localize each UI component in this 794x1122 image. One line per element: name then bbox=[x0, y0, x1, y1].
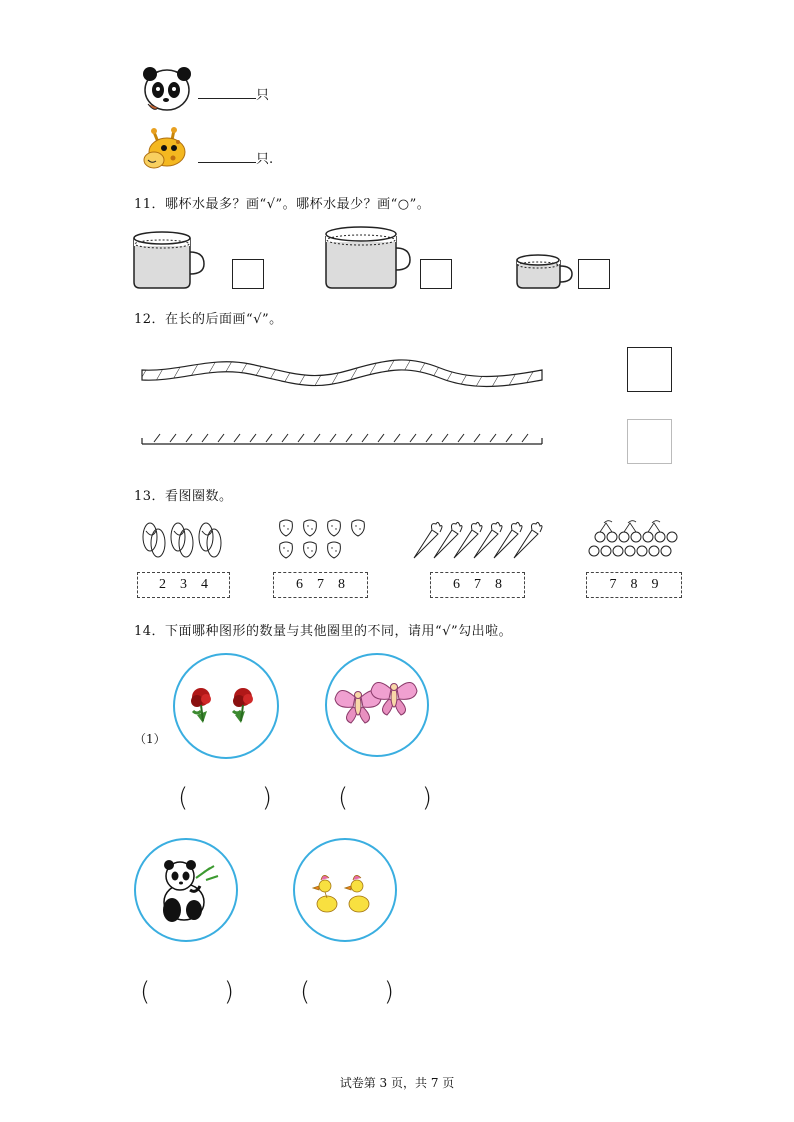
panda-answer-blank[interactable] bbox=[198, 87, 256, 99]
straight-ribbon bbox=[140, 430, 550, 450]
q11-answer-box-3[interactable] bbox=[578, 259, 610, 289]
number-option[interactable]: 8 bbox=[338, 577, 345, 592]
q13-number-box-cherries bbox=[586, 572, 682, 598]
q13-number-box-strawberries bbox=[273, 572, 368, 598]
wavy-ribbon bbox=[140, 352, 550, 392]
q13-title: 13．看图圈数。 bbox=[134, 489, 233, 504]
q11-answer-box-1[interactable] bbox=[232, 259, 264, 289]
number-option[interactable]: 7 bbox=[609, 577, 617, 592]
number-option[interactable]: 7 bbox=[317, 577, 324, 592]
cup-small-icon bbox=[517, 254, 572, 288]
q14-answer-paren-1[interactable]: ( ) bbox=[178, 783, 272, 813]
number-option[interactable]: 6 bbox=[296, 577, 303, 592]
q11-answer-box-2[interactable] bbox=[420, 259, 452, 289]
number-option[interactable]: 8 bbox=[495, 577, 502, 592]
giraffe-answer-blank[interactable] bbox=[198, 151, 256, 163]
q11-cups bbox=[128, 222, 648, 292]
number-option[interactable]: 7 bbox=[474, 577, 481, 592]
circle-panda bbox=[134, 838, 238, 942]
q12-answer-box-straight[interactable] bbox=[627, 419, 672, 464]
roses-icon bbox=[173, 653, 279, 759]
q14-answer-paren-2[interactable]: ( ) bbox=[338, 783, 432, 813]
q13-number-box-slippers bbox=[137, 572, 230, 598]
number-option[interactable]: 4 bbox=[201, 577, 208, 592]
q14-title: 14．下面哪种图形的数量与其他圈里的不同，请用“√”勾出啦。 bbox=[134, 624, 513, 639]
giraffe-unit: 只. bbox=[256, 152, 274, 167]
carrots-icon bbox=[410, 518, 550, 562]
ducks-icon bbox=[293, 838, 397, 942]
q10-panda-row bbox=[140, 64, 300, 116]
q11-title: 11．哪杯水最多？画“√”。哪杯水最少？画“○”。 bbox=[134, 197, 431, 212]
panda-bamboo-icon bbox=[134, 838, 238, 942]
q14-answer-paren-3[interactable]: ( ) bbox=[140, 977, 234, 1007]
number-option[interactable]: 8 bbox=[630, 577, 638, 592]
number-option[interactable]: 3 bbox=[180, 577, 187, 592]
q10-giraffe-row bbox=[140, 126, 300, 182]
q12-answer-box-wavy[interactable] bbox=[627, 347, 672, 392]
cup-medium-icon bbox=[134, 232, 204, 288]
q14-part-label: （1） bbox=[134, 732, 166, 746]
giraffe-icon bbox=[140, 126, 194, 180]
q12-title: 12．在长的后面画“√”。 bbox=[134, 312, 283, 327]
number-option[interactable]: 6 bbox=[453, 577, 460, 592]
page-footer: 试卷第 3 页，共 7 页 bbox=[339, 1076, 455, 1090]
q13-number-box-carrots bbox=[430, 572, 525, 598]
cup-large-icon bbox=[326, 227, 410, 288]
butterflies-icon bbox=[325, 653, 429, 757]
circle-butterflies bbox=[325, 653, 429, 757]
strawberries-icon bbox=[272, 514, 372, 564]
cherries-icon bbox=[584, 517, 684, 563]
slippers-icon bbox=[138, 517, 228, 563]
circle-ducks bbox=[293, 838, 397, 942]
circle-roses bbox=[173, 653, 279, 759]
number-option[interactable]: 2 bbox=[159, 577, 166, 592]
number-option[interactable]: 9 bbox=[651, 577, 659, 592]
panda-unit: 只 bbox=[256, 88, 270, 103]
panda-icon bbox=[140, 64, 194, 116]
q14-answer-paren-4[interactable]: ( ) bbox=[300, 977, 394, 1007]
